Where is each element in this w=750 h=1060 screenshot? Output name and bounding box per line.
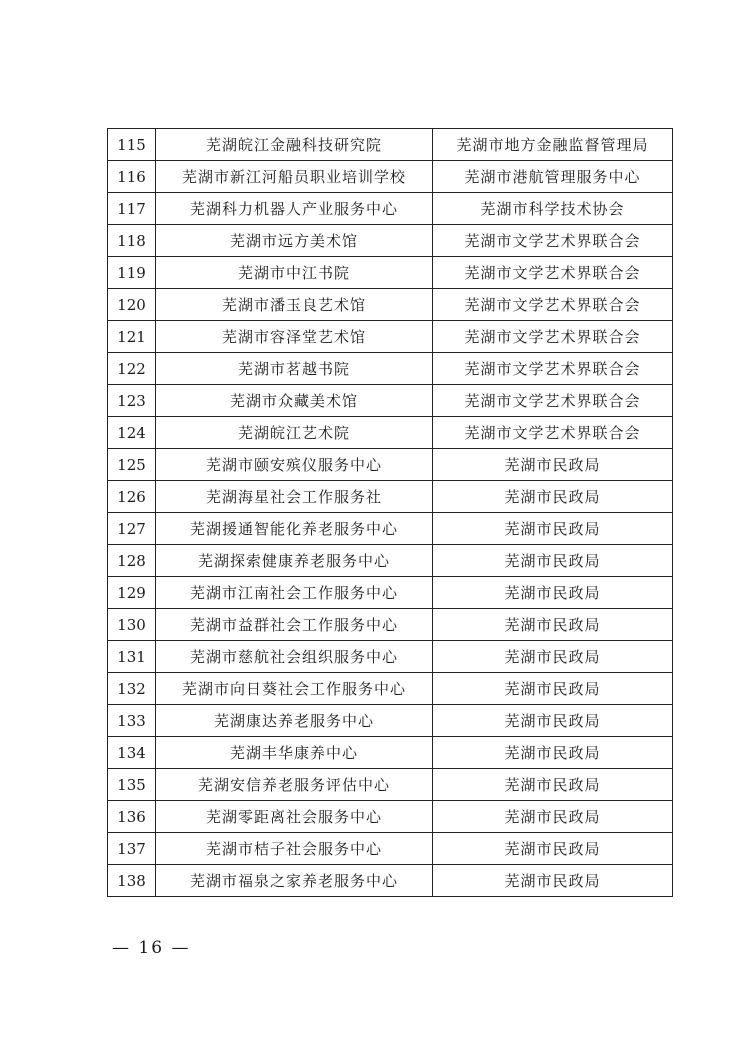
row-number-cell: 130 xyxy=(108,609,156,641)
supervising-department-cell: 芜湖市文学艺术界联合会 xyxy=(433,289,673,321)
supervising-department-cell: 芜湖市民政局 xyxy=(433,833,673,865)
organization-name-cell: 芜湖市向日葵社会工作服务中心 xyxy=(156,673,433,705)
supervising-department-cell: 芜湖市民政局 xyxy=(433,609,673,641)
row-number-cell: 119 xyxy=(108,257,156,289)
row-number-cell: 132 xyxy=(108,673,156,705)
row-number-cell: 136 xyxy=(108,801,156,833)
row-number-cell: 118 xyxy=(108,225,156,257)
supervising-department-cell: 芜湖市民政局 xyxy=(433,737,673,769)
table-row xyxy=(108,385,673,417)
table-row xyxy=(108,129,673,161)
organization-name-cell: 芜湖市新江河船员职业培训学校 xyxy=(156,161,433,193)
organization-name-cell: 芜湖市众藏美术馆 xyxy=(156,385,433,417)
supervising-department-cell: 芜湖市地方金融监督管理局 xyxy=(433,129,673,161)
table-row xyxy=(108,225,673,257)
row-number-cell: 124 xyxy=(108,417,156,449)
table-row xyxy=(108,801,673,833)
table-row xyxy=(108,673,673,705)
organization-name-cell: 芜湖海星社会工作服务社 xyxy=(156,481,433,513)
supervising-department-cell: 芜湖市港航管理服务中心 xyxy=(433,161,673,193)
row-number-cell: 135 xyxy=(108,769,156,801)
table-row xyxy=(108,769,673,801)
table-row xyxy=(108,321,673,353)
table-row xyxy=(108,257,673,289)
supervising-department-cell: 芜湖市科学技术协会 xyxy=(433,193,673,225)
row-number-cell: 134 xyxy=(108,737,156,769)
organization-name-cell: 芜湖市桔子社会服务中心 xyxy=(156,833,433,865)
supervising-department-cell: 芜湖市文学艺术界联合会 xyxy=(433,385,673,417)
organization-name-cell: 芜湖市慈航社会组织服务中心 xyxy=(156,641,433,673)
row-number-cell: 125 xyxy=(108,449,156,481)
organization-name-cell: 芜湖皖江艺术院 xyxy=(156,417,433,449)
row-number-cell: 123 xyxy=(108,385,156,417)
row-number-cell: 131 xyxy=(108,641,156,673)
organization-name-cell: 芜湖市远方美术馆 xyxy=(156,225,433,257)
row-number-cell: 128 xyxy=(108,545,156,577)
table-row xyxy=(108,353,673,385)
supervising-department-cell: 芜湖市民政局 xyxy=(433,769,673,801)
supervising-department-cell: 芜湖市民政局 xyxy=(433,513,673,545)
organization-name-cell: 芜湖市颐安殡仪服务中心 xyxy=(156,449,433,481)
organization-name-cell: 芜湖零距离社会服务中心 xyxy=(156,801,433,833)
table-row xyxy=(108,449,673,481)
table-row xyxy=(108,865,673,897)
row-number-cell: 122 xyxy=(108,353,156,385)
supervising-department-cell: 芜湖市文学艺术界联合会 xyxy=(433,225,673,257)
organization-name-cell: 芜湖市益群社会工作服务中心 xyxy=(156,609,433,641)
organization-name-cell: 芜湖市茗越书院 xyxy=(156,353,433,385)
supervising-department-cell: 芜湖市民政局 xyxy=(433,481,673,513)
supervising-department-cell: 芜湖市民政局 xyxy=(433,865,673,897)
table-row xyxy=(108,609,673,641)
row-number-cell: 115 xyxy=(108,129,156,161)
organization-name-cell: 芜湖皖江金融科技研究院 xyxy=(156,129,433,161)
table-row xyxy=(108,193,673,225)
table-row xyxy=(108,417,673,449)
supervising-department-cell: 芜湖市民政局 xyxy=(433,577,673,609)
row-number-cell: 127 xyxy=(108,513,156,545)
organization-name-cell: 芜湖援通智能化养老服务中心 xyxy=(156,513,433,545)
organization-name-cell: 芜湖市中江书院 xyxy=(156,257,433,289)
table-row xyxy=(108,641,673,673)
table-row xyxy=(108,481,673,513)
organization-table xyxy=(107,128,673,897)
row-number-cell: 120 xyxy=(108,289,156,321)
row-number-cell: 137 xyxy=(108,833,156,865)
row-number-cell: 129 xyxy=(108,577,156,609)
supervising-department-cell: 芜湖市民政局 xyxy=(433,449,673,481)
organization-name-cell: 芜湖安信养老服务评估中心 xyxy=(156,769,433,801)
supervising-department-cell: 芜湖市文学艺术界联合会 xyxy=(433,353,673,385)
organization-name-cell: 芜湖丰华康养中心 xyxy=(156,737,433,769)
organization-name-cell: 芜湖市江南社会工作服务中心 xyxy=(156,577,433,609)
supervising-department-cell: 芜湖市民政局 xyxy=(433,801,673,833)
organization-name-cell: 芜湖康达养老服务中心 xyxy=(156,705,433,737)
supervising-department-cell: 芜湖市民政局 xyxy=(433,545,673,577)
supervising-department-cell: 芜湖市民政局 xyxy=(433,705,673,737)
table-row xyxy=(108,289,673,321)
table-body xyxy=(108,129,673,897)
table-row xyxy=(108,545,673,577)
row-number-cell: 138 xyxy=(108,865,156,897)
page-number: — 16 — xyxy=(112,938,191,958)
row-number-cell: 117 xyxy=(108,193,156,225)
row-number-cell: 133 xyxy=(108,705,156,737)
row-number-cell: 116 xyxy=(108,161,156,193)
supervising-department-cell: 芜湖市民政局 xyxy=(433,673,673,705)
supervising-department-cell: 芜湖市文学艺术界联合会 xyxy=(433,257,673,289)
organization-name-cell: 芜湖市福泉之家养老服务中心 xyxy=(156,865,433,897)
supervising-department-cell: 芜湖市文学艺术界联合会 xyxy=(433,321,673,353)
table-row xyxy=(108,513,673,545)
organization-name-cell: 芜湖市容泽堂艺术馆 xyxy=(156,321,433,353)
table-row xyxy=(108,705,673,737)
supervising-department-cell: 芜湖市文学艺术界联合会 xyxy=(433,417,673,449)
row-number-cell: 121 xyxy=(108,321,156,353)
organization-name-cell: 芜湖探索健康养老服务中心 xyxy=(156,545,433,577)
row-number-cell: 126 xyxy=(108,481,156,513)
organization-name-cell: 芜湖市潘玉良艺术馆 xyxy=(156,289,433,321)
supervising-department-cell: 芜湖市民政局 xyxy=(433,641,673,673)
table-row xyxy=(108,577,673,609)
table-row xyxy=(108,833,673,865)
table-row xyxy=(108,737,673,769)
organization-name-cell: 芜湖科力机器人产业服务中心 xyxy=(156,193,433,225)
table-row xyxy=(108,161,673,193)
